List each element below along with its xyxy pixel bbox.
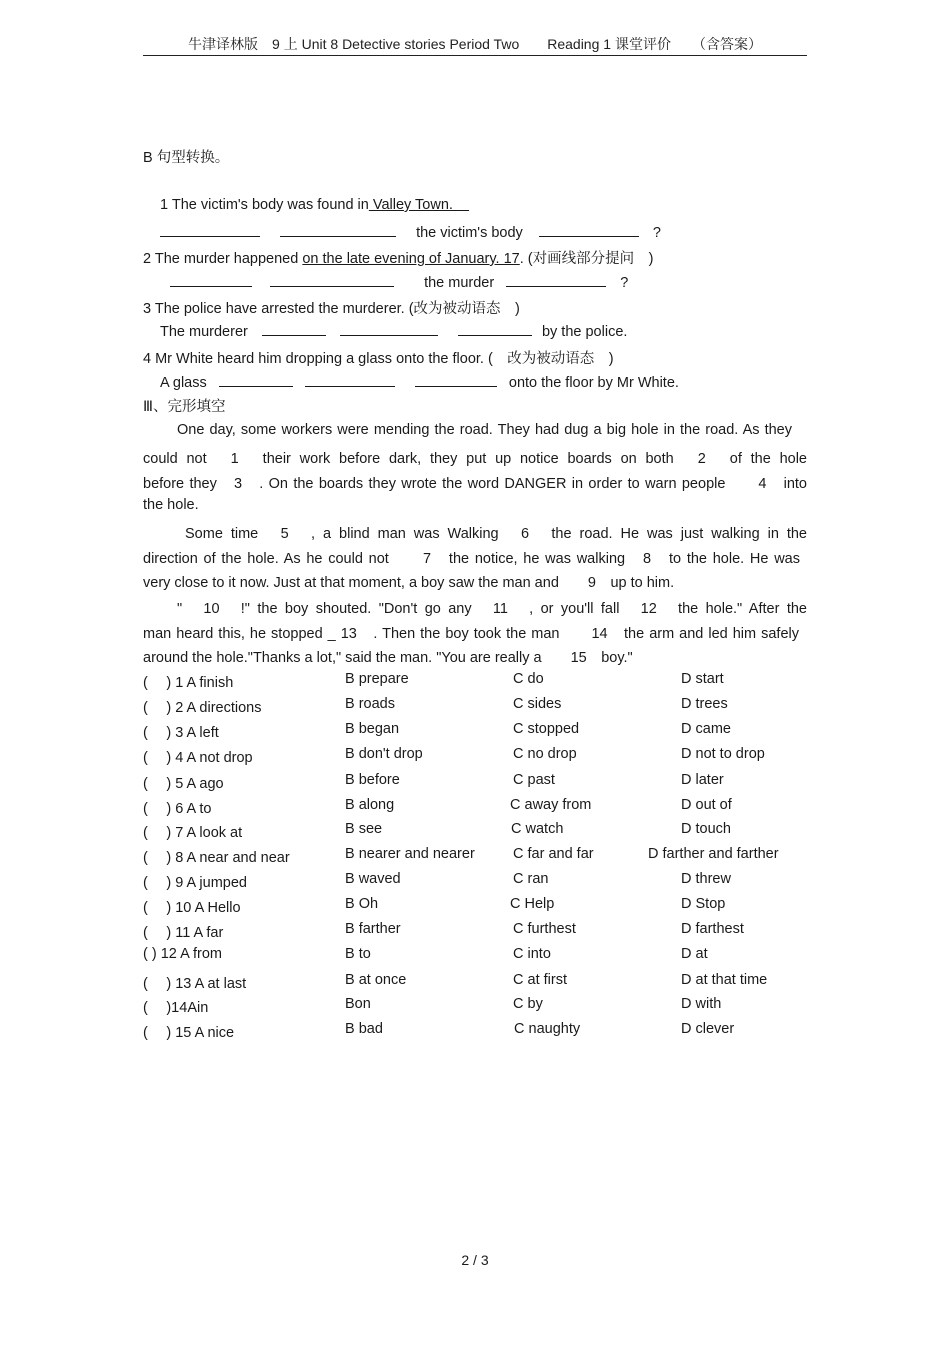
page-number: 2 / 3 <box>461 1252 489 1268</box>
option-d: D not to drop <box>681 746 765 762</box>
question-mark: ? <box>620 275 629 291</box>
option-question: ( ) 13 A at last <box>143 976 247 992</box>
question-1-underlined: Valley Town. <box>368 197 470 213</box>
option-b: B see <box>345 821 383 837</box>
option-d: D out of <box>681 797 732 813</box>
option-question: ( ) 6 A to <box>143 801 212 817</box>
question-4-prompt: 4 Mr White heard him dropping a glass onto the floor. ( 改为被动语态 ) <box>143 351 614 367</box>
answer-fixed-text: the murder <box>424 275 495 291</box>
answer-fixed-text: by the police. <box>541 324 628 340</box>
option-b: B don't drop <box>345 746 423 762</box>
option-d: D at <box>681 946 708 962</box>
option-c: C do <box>513 671 544 687</box>
option-c: C past <box>513 772 555 788</box>
passage-line: " 10 !" the boy shouted. "Don't go any 11 , or you'll fall 12 the hole." After the <box>177 601 807 617</box>
page-header: 牛津译林版 9 上 Unit 8 Detective stories Period Two Reading 1 课堂评价 （含答案） <box>188 36 762 52</box>
option-question: ( )14Ain <box>143 1000 209 1016</box>
option-b: B along <box>345 797 395 813</box>
option-d: D start <box>681 671 724 687</box>
option-question: ( ) 7 A look at <box>143 825 243 841</box>
option-d: D clever <box>681 1021 735 1037</box>
question-2-answer <box>170 272 628 291</box>
option-c: C by <box>513 996 543 1012</box>
question-3-answer <box>160 321 627 340</box>
option-b: B nearer and nearer <box>345 846 475 862</box>
option-b: B bad <box>345 1021 383 1037</box>
option-b: B began <box>345 721 400 737</box>
header-divider <box>143 55 807 56</box>
section-b-title: B 句型转换。 <box>143 150 230 166</box>
answer-fixed-text: onto the floor by Mr White. <box>508 375 679 391</box>
passage-line: around the hole."Thanks a lot," said the man. "You are really a 15 boy." <box>143 650 633 666</box>
option-question: ( ) 12 A from <box>143 946 222 962</box>
question-1-prompt <box>160 197 469 213</box>
option-d: D farther and farther <box>648 846 779 862</box>
option-question: ( ) 2 A directions <box>143 700 262 716</box>
option-c: C Help <box>510 896 555 912</box>
section-3-title: Ⅲ、完形填空 <box>143 399 226 415</box>
option-c: C watch <box>511 821 564 837</box>
option-question: ( ) 3 A left <box>143 725 219 741</box>
option-question: ( ) 4 A not drop <box>143 750 253 766</box>
answer-blank[interactable] <box>170 272 252 287</box>
option-b: B waved <box>345 871 401 887</box>
question-2-text: 2 The murder happened <box>143 251 303 267</box>
question-2-underlined: on the late evening of January. 17 <box>302 251 520 267</box>
passage-line: very close to it now. Just at that moment, a boy saw the man and 9 up to him. <box>143 575 675 591</box>
option-c: C no drop <box>513 746 577 762</box>
question-mark: ? <box>652 225 661 241</box>
option-b: B farther <box>345 921 401 937</box>
passage-line: the hole. <box>143 497 199 513</box>
answer-blank[interactable] <box>305 372 395 387</box>
option-c: C far and far <box>513 846 594 862</box>
answer-blank[interactable] <box>270 272 394 287</box>
option-d: D touch <box>681 821 731 837</box>
option-b: B Oh <box>345 896 379 912</box>
option-question: ( ) 11 A far <box>143 925 224 941</box>
option-question: ( ) 8 A near and near <box>143 850 290 866</box>
answer-blank[interactable] <box>280 222 396 237</box>
option-question: ( ) 10 A Hello <box>143 900 241 916</box>
option-b: B at once <box>345 972 407 988</box>
answer-blank[interactable] <box>219 372 293 387</box>
option-c: C naughty <box>514 1021 581 1037</box>
option-c: C stopped <box>513 721 580 737</box>
answer-blank[interactable] <box>415 372 497 387</box>
option-d: D at that time <box>681 972 768 988</box>
answer-blank[interactable] <box>458 321 532 336</box>
option-c: C into <box>513 946 551 962</box>
passage-line: before they 3 . On the boards they wrote the word DANGER in order to warn people 4 into <box>143 476 807 492</box>
option-question: ( ) 1 A finish <box>143 675 234 691</box>
answer-blank[interactable] <box>539 222 639 237</box>
option-b: B to <box>345 946 371 962</box>
option-d: D came <box>681 721 731 737</box>
option-b: B prepare <box>345 671 409 687</box>
answer-fixed-text: the victim's body <box>416 225 523 241</box>
option-d: D with <box>681 996 722 1012</box>
passage-line: man heard this, he stopped _ 13 . Then the boy took the man 14 the arm and led him safely <box>143 626 799 642</box>
passage-line: could not 1 their work before dark, they put up notice boards on both 2 of the hole <box>143 451 807 467</box>
answer-blank[interactable] <box>262 321 326 336</box>
option-question: ( ) 9 A jumped <box>143 875 247 891</box>
passage-line: Some time 5 , a blind man was Walking 6 the road. He was just walking in the <box>185 526 807 542</box>
option-b: B roads <box>345 696 395 712</box>
option-b: Bon <box>345 996 371 1012</box>
option-d: D trees <box>681 696 728 712</box>
option-d: D threw <box>681 871 731 887</box>
option-c: C away from <box>510 797 592 813</box>
answer-blank[interactable] <box>506 272 606 287</box>
question-2-prompt <box>143 247 653 268</box>
answer-fixed-text: A glass <box>160 375 207 391</box>
question-2-instruction: . (对画线部分提问 ) <box>519 251 654 267</box>
option-b: B before <box>345 772 400 788</box>
passage-line: direction of the hole. As he could not 7 the notice, he was walking 8 to the hole. He was <box>143 551 800 567</box>
option-c: C sides <box>513 696 562 712</box>
question-1-answer <box>160 222 661 241</box>
question-1-text: 1 The victim's body was found in <box>160 197 369 213</box>
option-c: C ran <box>513 871 549 887</box>
answer-blank[interactable] <box>340 321 438 336</box>
answer-fixed-text: The murderer <box>160 324 248 340</box>
option-c: C furthest <box>513 921 576 937</box>
option-question: ( ) 5 A ago <box>143 776 224 792</box>
passage-line: One day, some workers were mending the road. They had dug a big hole in the road. As they <box>177 422 792 438</box>
option-c: C at first <box>513 972 567 988</box>
option-d: D later <box>681 772 724 788</box>
answer-blank[interactable] <box>160 222 260 237</box>
option-question: ( ) 15 A nice <box>143 1025 235 1041</box>
question-3-prompt: 3 The police have arrested the murderer. (改为被动语态 ) <box>143 301 520 317</box>
question-4-answer <box>160 372 679 391</box>
option-d: D Stop <box>681 896 726 912</box>
option-d: D farthest <box>681 921 744 937</box>
